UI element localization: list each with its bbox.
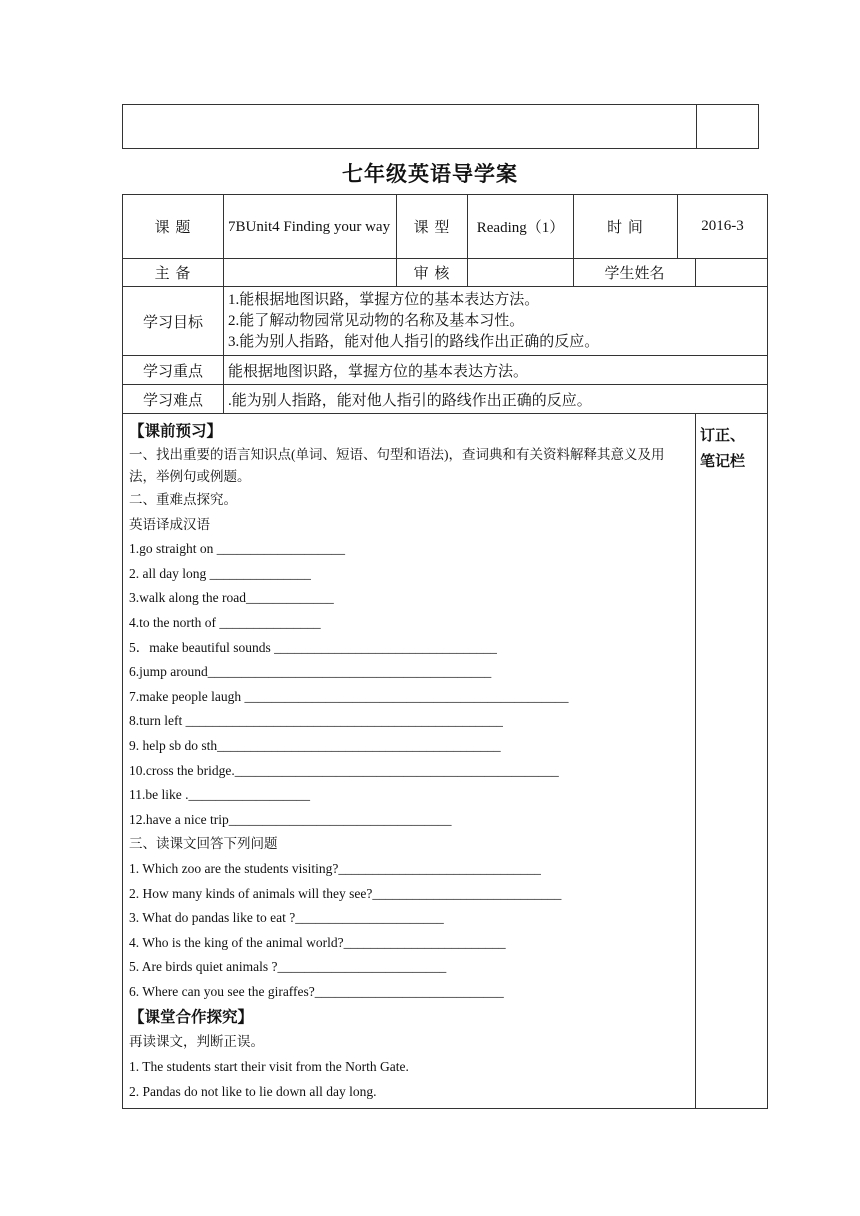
goals-content [224,287,768,356]
goals-row [123,287,768,356]
preview-heading: 【课前预习】 [129,422,223,440]
header-row-topic [123,195,768,259]
topic-value: 7BUnit4 Finding your way [224,195,397,259]
time-value: 2016-3 [678,195,768,259]
student-name-value [696,259,768,287]
phrase-item: 6.jump around__________________________________________ [129,664,492,680]
body-row [123,414,768,1109]
phrase-item: 3.walk along the road_____________ [129,590,334,606]
phrase-item: 4.to the north of _______________ [129,614,321,630]
student-name-label: 学生姓名 [574,259,696,287]
reviewer-value [468,259,574,287]
goals-label: 学习目标 [123,287,224,356]
phrase-item: 12.have a nice trip_________________________________ [129,811,452,827]
question-item: 1. Which zoo are the students visiting?______________________________ [129,860,541,876]
notes-label-line-2: 笔记栏 [700,452,746,470]
goal-item: 2.能了解动物园常见动物的名称及基本习性。 [228,312,525,329]
header-row-staff [123,259,768,287]
lesson-plan-table [122,194,768,1109]
question-item: 6. Where can you see the giraffes?____________________________ [129,983,504,999]
type-label: 课 型 [397,195,468,259]
classwork-intro: 再读课文，判断正误。 [129,1034,264,1050]
true-false-item: 1. The students start their visit from the North Gate. [129,1059,409,1075]
phrase-item: 5．make beautiful sounds _________________________________ [129,639,497,655]
topic-label: 课 题 [123,195,224,259]
phrase-item: 11.be like .__________________ [129,787,310,803]
page-title: 七年级英语导学案 [342,162,518,186]
preparer-value [224,259,397,287]
top-blank-box [122,104,759,149]
goal-item: 3.能为别人指路，能对他人指引的路线作出正确的反应。 [228,333,600,350]
preparer-label: 主 备 [123,259,224,287]
preview-step-2: 二、重难点探究。 [129,492,237,507]
preview-step-3: 三、读课文回答下列问题 [129,836,278,852]
notes-label-line-1: 订正、 [700,426,746,444]
phrase-item: 8.turn left _______________________________________________ [129,713,503,729]
classwork-heading: 【课堂合作探究】 [129,1008,254,1027]
preview-step-1: 一、找出重要的语言知识点(单词、短语、句型和语法)，查词典和有关资料解释其意义及用法，举例句或例题。 [129,447,665,484]
time-label: 时 间 [574,195,678,259]
question-item: 2. How many kinds of animals will they see?____________________________ [129,885,562,901]
key-points-label: 学习重点 [123,356,224,385]
question-item: 5. Are birds quiet animals ?_________________________ [129,959,447,975]
goal-item: 1.能根据地图识路，掌握方位的基本表达方法。 [228,291,540,308]
difficulties-text: .能为别人指路，能对他人指引的路线作出正确的反应。 [224,385,768,414]
top-box-divider [696,105,697,148]
type-value: Reading（1） [468,195,574,259]
phrase-item: 1.go straight on ___________________ [129,541,345,557]
question-item: 4. Who is the king of the animal world?________________________ [129,934,506,950]
key-points-text: 能根据地图识路，掌握方位的基本表达方法。 [224,356,768,385]
difficulties-row [123,385,768,414]
translate-title: 英语译成汉语 [129,516,210,532]
difficulties-label: 学习难点 [123,385,224,414]
reviewer-label: 审 核 [397,259,468,287]
notes-column [696,414,768,1109]
phrase-item: 9. help sb do sth__________________________________________ [129,737,501,753]
true-false-item: 2. Pandas do not like to lie down all day long. [129,1083,377,1099]
phrase-item: 10.cross the bridge.________________________________________________ [129,762,559,778]
phrase-item: 7.make people laugh ________________________________________________ [129,688,569,704]
key-points-row [123,356,768,385]
question-item: 3. What do pandas like to eat ?______________________ [129,910,444,926]
phrase-item: 2. all day long _______________ [129,565,311,581]
study-content [123,414,696,1109]
